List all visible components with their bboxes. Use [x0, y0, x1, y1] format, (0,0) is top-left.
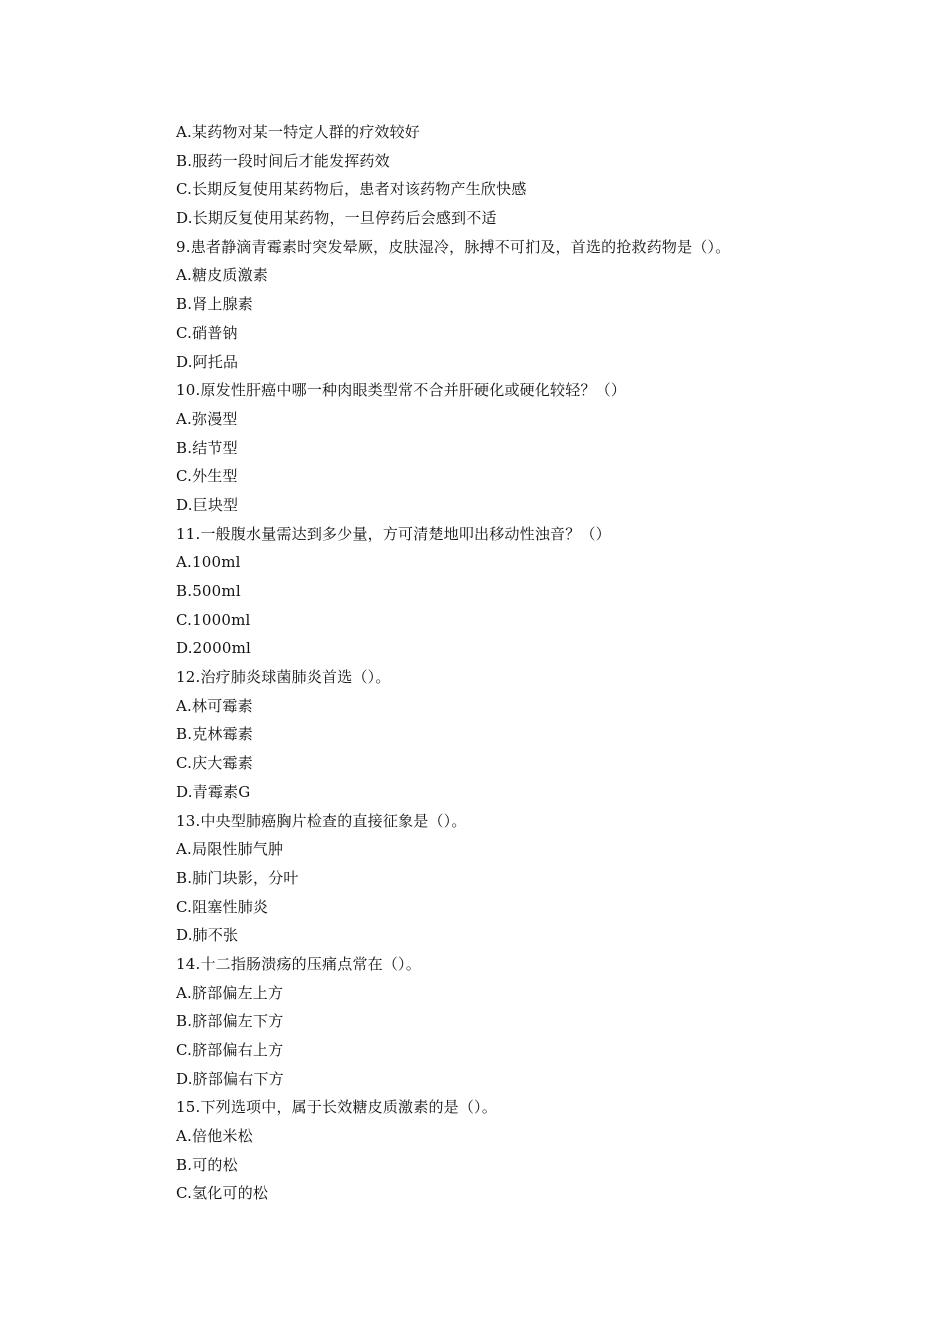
option-line: B.肺门块影，分叶 [176, 868, 299, 887]
option-line: B.肾上腺素 [176, 295, 253, 314]
option-line: B.可的松 [176, 1155, 238, 1174]
option-line: D.阿托品 [176, 352, 239, 371]
document-body [176, 118, 876, 1208]
option-line: C.1000ml [176, 610, 251, 629]
option-line: A.100ml [176, 553, 241, 572]
option-line: C.长期反复使用某药物后，患者对该药物产生欣快感 [176, 180, 527, 199]
option-line: B.脐部偏左下方 [176, 1012, 284, 1031]
option-line: B.结节型 [176, 438, 238, 457]
option-line: C.脐部偏右上方 [176, 1041, 284, 1059]
option-line: B.克林霉素 [176, 725, 253, 744]
option-line: D.长期反复使用某药物，一旦停药后会感到不适 [176, 209, 497, 228]
option-line: A.林可霉素 [176, 696, 253, 715]
question-line: 12.治疗肺炎球菌肺炎首选（）。 [176, 668, 391, 687]
question-line: 13.中央型肺癌胸片检查的直接征象是（）。 [176, 811, 467, 830]
option-line: D.青霉素G [176, 782, 251, 801]
option-line: C.硝普钠 [176, 323, 238, 342]
option-line: C.外生型 [176, 467, 238, 486]
question-line: 9.患者静滴青霉素时突发晕厥，皮肤湿冷，脉搏不可扪及，首选的抢救药物是（）。 [176, 237, 731, 256]
option-line: A.弥漫型 [176, 409, 238, 428]
question-line: 10.原发性肝癌中哪一种肉眼类型常不合并肝硬化或硬化较轻？（） [176, 381, 627, 400]
option-line: D.肺不张 [176, 926, 239, 945]
option-line: D.2000ml [176, 639, 252, 658]
option-line: C.阻塞性肺炎 [176, 897, 269, 916]
option-line: D.巨块型 [176, 495, 239, 514]
option-line: A.局限性肺气肿 [176, 840, 284, 859]
question-line: 15.下列选项中，属于长效糖皮质激素的是（）。 [176, 1098, 497, 1117]
option-line: A.脐部偏左上方 [176, 983, 284, 1002]
option-line: C.庆大霉素 [176, 754, 253, 773]
question-line: 11.一般腹水量需达到多少量，方可清楚地叩出移动性浊音？（） [176, 524, 611, 543]
option-line: A.某药物对某一特定人群的疗效较好 [176, 123, 421, 141]
option-line: A.倍他米松 [176, 1127, 253, 1146]
question-line: 14.十二指肠溃疡的压痛点常在（）。 [176, 954, 421, 973]
option-line: C.氢化可的松 [176, 1184, 269, 1203]
option-line: A.糖皮质激素 [176, 266, 269, 285]
option-line: D.脐部偏右下方 [176, 1069, 284, 1088]
option-line: B.服药一段时间后才能发挥药效 [176, 151, 390, 170]
option-line: B.500ml [176, 582, 241, 600]
